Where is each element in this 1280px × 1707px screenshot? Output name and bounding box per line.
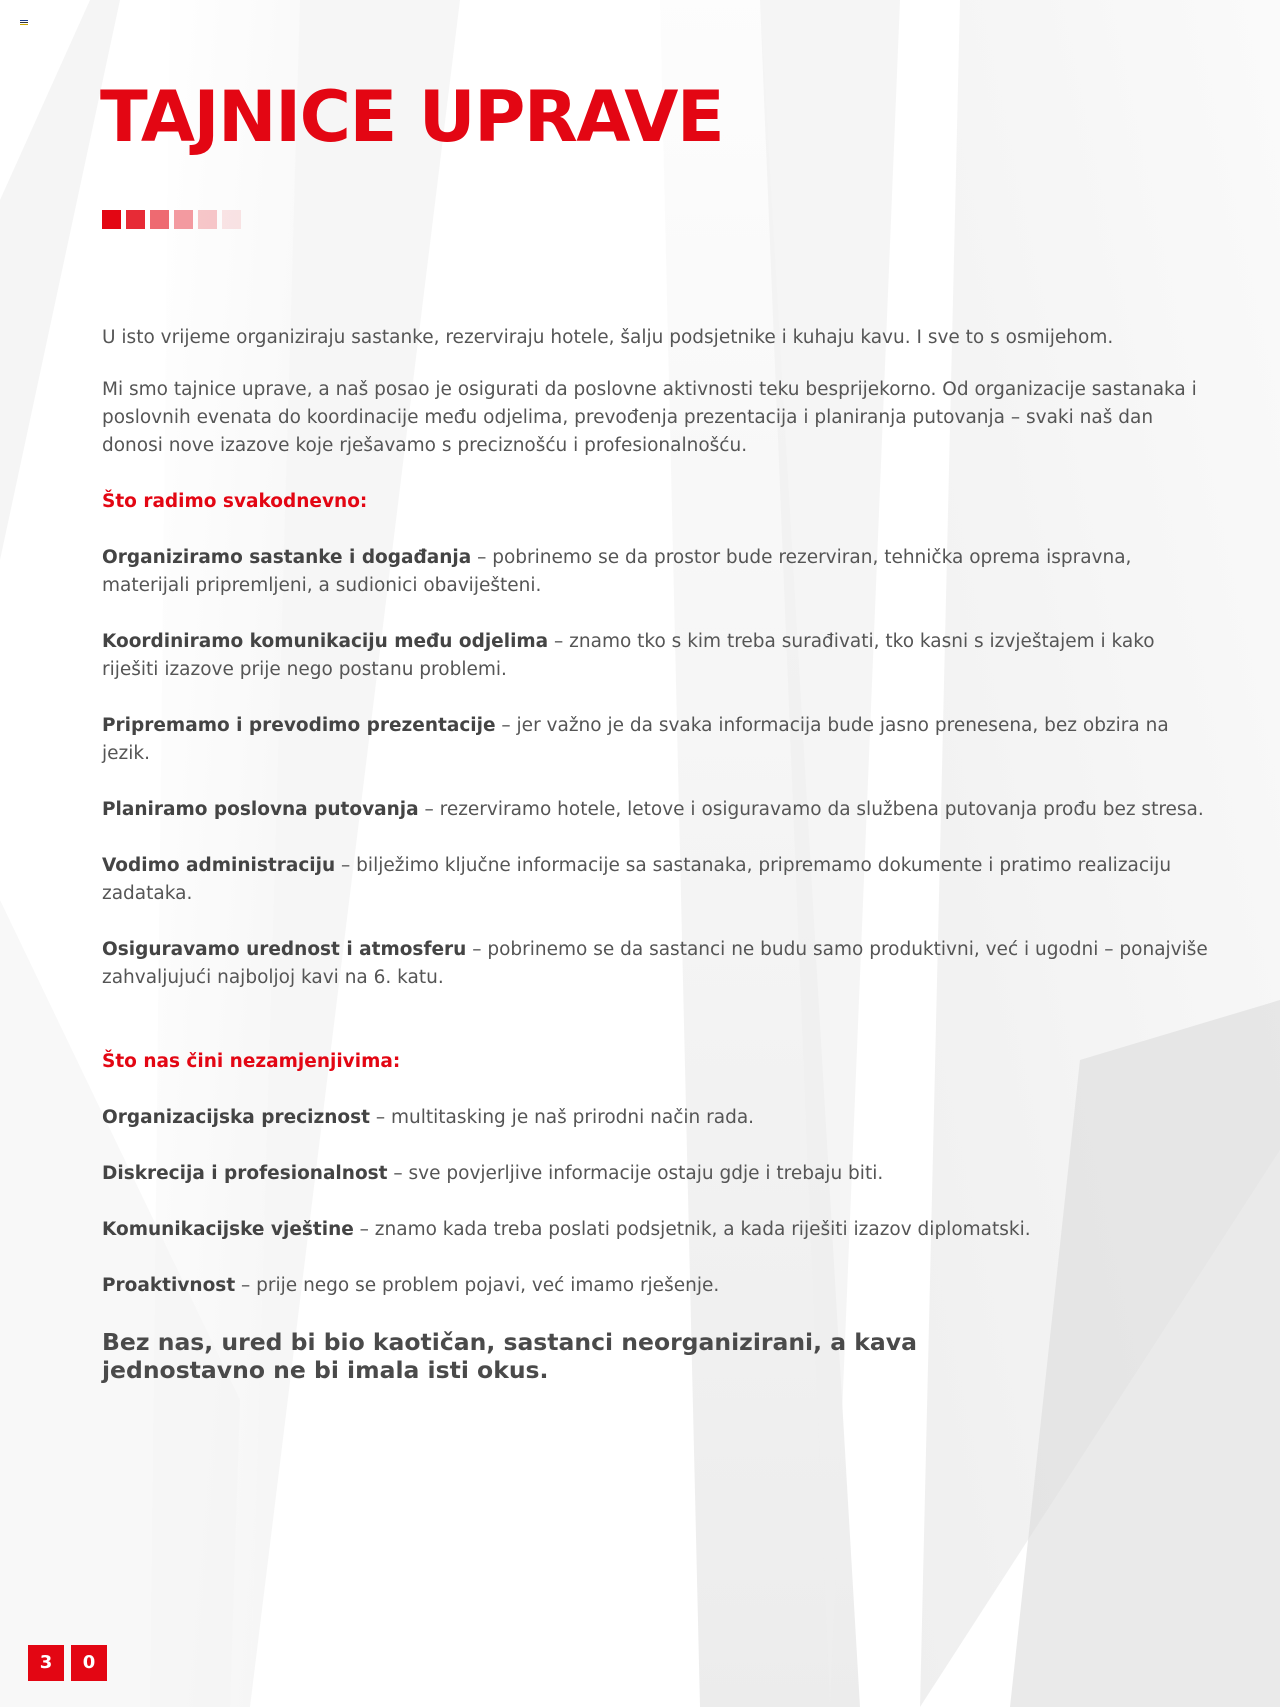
decor-square (198, 210, 217, 229)
decorative-squares (102, 210, 246, 229)
daily-item (102, 796, 1212, 824)
decor-square (174, 210, 193, 229)
decor-square (150, 210, 169, 229)
strength-item (102, 1272, 1212, 1300)
daily-item-text: – jer važno je da svaka informacija bude jasno prenesena, bez obzira na jezik. (102, 715, 1169, 764)
daily-item (102, 544, 1212, 600)
decor-square (126, 210, 145, 229)
strength-item (102, 1160, 1212, 1188)
page-title: TAJNICE UPRAVE (100, 76, 724, 158)
daily-item-term: Planiramo poslovna putovanja (102, 799, 419, 820)
strength-item-text: – prije nego se problem pojavi, već imamo rješenje. (235, 1275, 720, 1296)
daily-item-term: Pripremamo i prevodimo prezentacije (102, 715, 496, 736)
daily-heading: Što radimo svakodnevno: (102, 491, 368, 512)
strength-item (102, 1104, 1212, 1132)
strength-item-term: Diskrecija i profesionalnost (102, 1163, 388, 1184)
daily-item-term: Vodimo administraciju (102, 855, 336, 876)
daily-item-text: – rezerviramo hotele, letove i osiguravamo da službena putovanja prođu bez stresa. (418, 799, 1204, 820)
daily-item (102, 852, 1212, 908)
page-number-digit: 3 (28, 1645, 64, 1681)
strength-item-text: – sve povjerljive informacije ostaju gdje i trebaju biti. (387, 1163, 884, 1184)
strengths-heading: Što nas čini nezamjenjivima: (102, 1051, 401, 1072)
strength-item-text: – znamo kada treba poslati podsjetnik, a kada riješiti izazov diplomatski. (353, 1219, 1031, 1240)
daily-item-term: Koordiniramo komunikaciju među odjelima (102, 631, 549, 652)
intro-paragraph: U isto vrijeme organiziraju sastanke, rezerviraju hotele, šalju podsjetnike i kuhaju kavu. I sve to s osmijehom. (102, 327, 1114, 348)
page-number (28, 1645, 114, 1681)
daily-item (102, 712, 1212, 768)
daily-item-text: – pobrinemo se da prostor bude rezerviran, tehnička oprema ispravna, materijali pripremljeni, a sudionici obaviješteni. (102, 547, 1132, 596)
strength-item-term: Komunikacijske vještine (102, 1219, 354, 1240)
daily-item-text: – bilježimo ključne informacije sa sastanaka, pripremamo dokumente i pratimo realizaciju zadataka. (102, 855, 1172, 904)
page-number-digit: 0 (71, 1645, 107, 1681)
daily-item (102, 936, 1212, 992)
strength-item (102, 1216, 1212, 1244)
daily-item-term: Osiguravamo urednost i atmosferu (102, 939, 467, 960)
decor-square (102, 210, 121, 229)
strength-item-term: Organizacijska preciznost (102, 1107, 370, 1128)
description-paragraph: Mi smo tajnice uprave, a naš posao je osigurati da poslovne aktivnosti teku besprijekorno. Od organizacije sastanaka i poslovnih evenata do koordinacije među odjelima, prevođenja prezentacija i planiranja putovanja – svaki naš dan donosi nove izazove koje rješavamo s preciznošću i profesionalnošću. (102, 379, 1197, 456)
strength-item-term: Proaktivnost (102, 1275, 236, 1296)
daily-item-term: Organiziramo sastanke i događanja (102, 547, 472, 568)
daily-item-text: – pobrinemo se da sastanci ne budu samo produktivni, već i ugodni – ponajviše zahvaljujući najboljoj kavi na 6. katu. (102, 939, 1208, 988)
strength-item-text: – multitasking je naš prirodni način rada. (369, 1107, 755, 1128)
daily-item (102, 628, 1212, 684)
daily-item-text: – znamo tko s kim treba surađivati, tko kasni s izvještajem i kako riješiti izazove prije nego postanu problemi. (102, 631, 1155, 680)
closing-statement: Bez nas, ured bi bio kaotičan, sastanci neorganizirani, a kava jednostavno ne bi imala isti okus. (102, 1328, 917, 1384)
menu-icon[interactable] (20, 20, 28, 26)
main-content (102, 324, 1212, 1412)
decor-square (222, 210, 241, 229)
